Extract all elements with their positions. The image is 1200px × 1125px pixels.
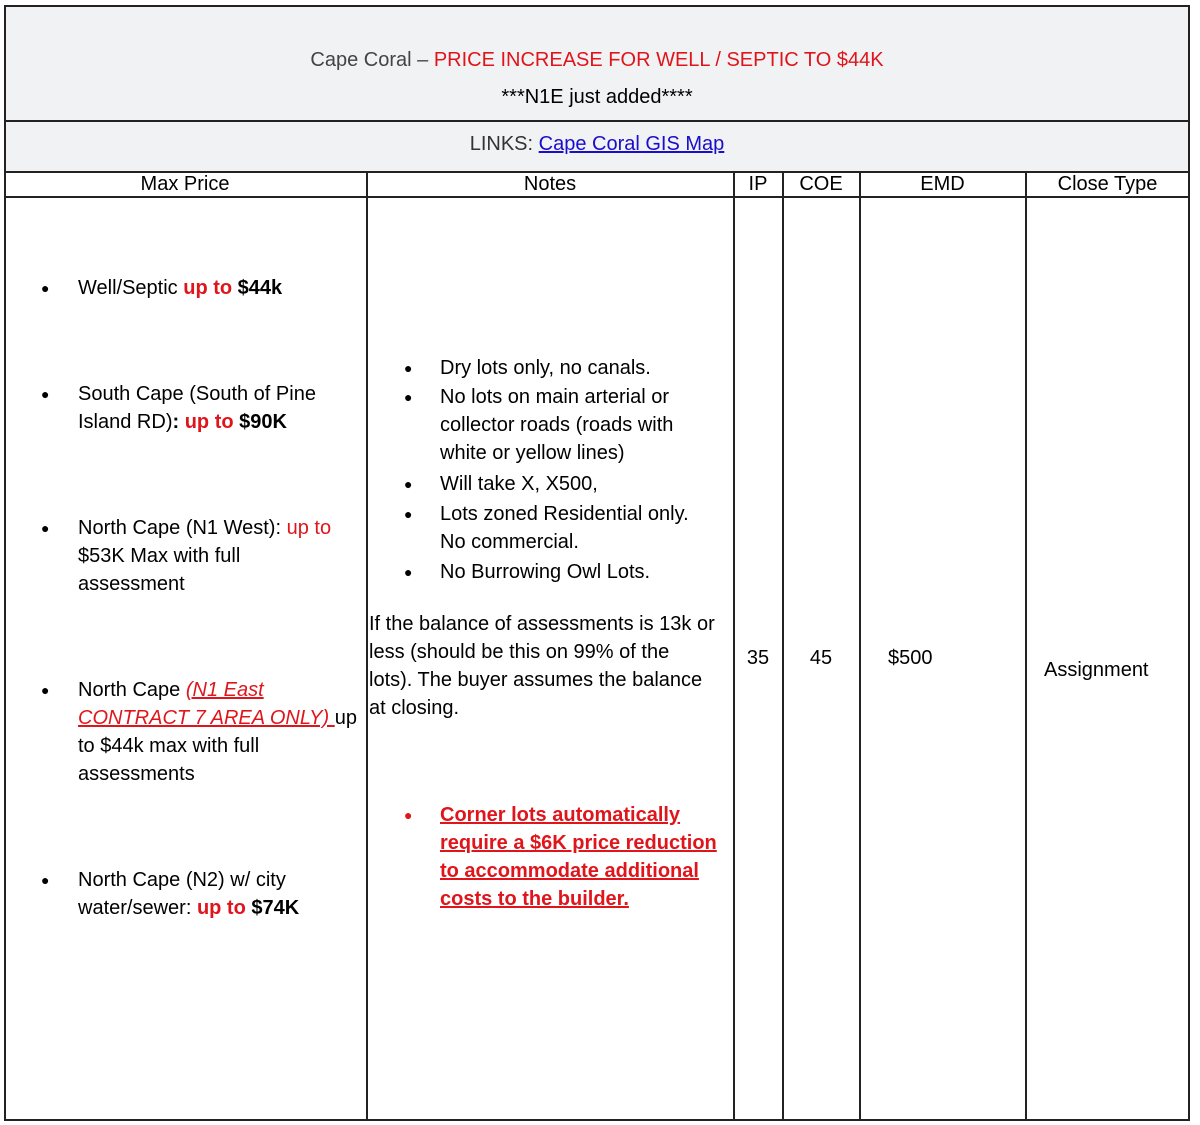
col-header-emd: EMD [920, 173, 965, 195]
text-segment: $53K Max with full [78, 545, 241, 567]
list-item: No Burrowing Owl Lots. [440, 561, 651, 583]
text-segment: assessments [78, 763, 195, 785]
list-item [78, 274, 282, 302]
col-header-ip: IP [748, 173, 768, 195]
corner-lot-warning [440, 801, 717, 913]
title-alert: PRICE INCREASE FOR WELL / SEPTIC TO $44K [433, 49, 884, 71]
text-segment: Corner lots automatically [440, 804, 681, 826]
text-segment: North Cape (N1 West): [78, 517, 287, 539]
col-header-max-price: Max Price [140, 173, 230, 195]
text-segment: CONTRACT 7 AREA ONLY) [78, 707, 335, 729]
gis-map-link[interactable]: Cape Coral GIS Map [538, 133, 725, 155]
list-item: Dry lots only, no canals. [440, 357, 651, 379]
text-segment: $74K [245, 897, 300, 919]
text-segment: costs to the builder. [440, 888, 629, 910]
coe-value: 45 [809, 647, 833, 669]
title-prefix: Cape Coral – [310, 49, 434, 71]
bullet-icon: ● [404, 564, 413, 580]
text-segment: up to [196, 897, 246, 919]
text-segment: assessment [78, 573, 185, 595]
text-segment: Well/Septic [78, 277, 184, 299]
text-segment: up to [183, 277, 233, 299]
list-item [78, 676, 357, 788]
col-header-notes: Notes [523, 173, 577, 195]
emd-value: $500 [888, 647, 933, 669]
links-row [4, 130, 1190, 158]
page-title [4, 46, 1190, 74]
text-segment: (N1 East [185, 679, 264, 701]
bullet-icon: ● [404, 389, 413, 405]
bullet-icon: ● [404, 476, 413, 492]
list-item [78, 514, 331, 598]
text-segment: South Cape (South of Pine [78, 383, 316, 405]
bullet-icon: ● [41, 682, 50, 698]
text-segment: $90K [233, 411, 287, 433]
text-segment: collector roads (roads with [440, 414, 674, 436]
col-divider [366, 171, 368, 1120]
bullet-icon: ● [41, 386, 50, 402]
text-segment: up [334, 707, 357, 729]
text-segment: to accommodate additional [440, 860, 699, 882]
text-segment: North Cape [78, 679, 186, 701]
col-divider [1025, 171, 1027, 1120]
text-segment: white or yellow lines) [440, 442, 625, 464]
text-segment: less (should be this on 99% of the [369, 641, 670, 663]
bullet-icon: ● [41, 872, 50, 888]
list-item [78, 380, 316, 436]
text-segment: to $44k max with full [78, 735, 260, 757]
list-item: Will take X, X500, [440, 473, 598, 495]
text-segment: up to [179, 411, 234, 433]
text-segment: : [172, 411, 180, 433]
text-segment: $44k [232, 277, 283, 299]
bullet-icon: ● [41, 280, 50, 296]
text-segment: Lots zoned Residential only. [440, 503, 689, 525]
text-segment: require a $6K price reduction [440, 832, 717, 854]
list-item [440, 500, 689, 556]
text-segment: at closing. [369, 697, 460, 719]
text-segment: If the balance of assessments is 13k or [369, 613, 715, 635]
close-type-value: Assignment [1044, 659, 1149, 681]
bullet-icon: ● [404, 360, 413, 376]
text-segment: No lots on main arterial or [440, 386, 669, 408]
subtitle: ***N1E just added**** [501, 86, 693, 108]
list-item [440, 383, 673, 467]
text-segment: up to [286, 517, 332, 539]
text-segment: North Cape (N2) w/ city [78, 869, 286, 891]
text-segment: water/sewer: [78, 897, 197, 919]
text-segment: lots). The buyer assumes the balance [369, 669, 703, 691]
text-segment: Island RD) [78, 411, 173, 433]
col-header-close-type: Close Type [1057, 173, 1158, 195]
text-segment: No commercial. [440, 531, 579, 553]
links-label: LINKS: [469, 133, 539, 155]
bullet-icon: ● [41, 520, 50, 536]
col-header-coe: COE [799, 173, 843, 195]
bullet-icon: ● [404, 807, 413, 823]
bullet-icon: ● [404, 506, 413, 522]
assessment-note [369, 610, 715, 722]
list-item [78, 866, 299, 922]
ip-value: 35 [746, 647, 770, 669]
